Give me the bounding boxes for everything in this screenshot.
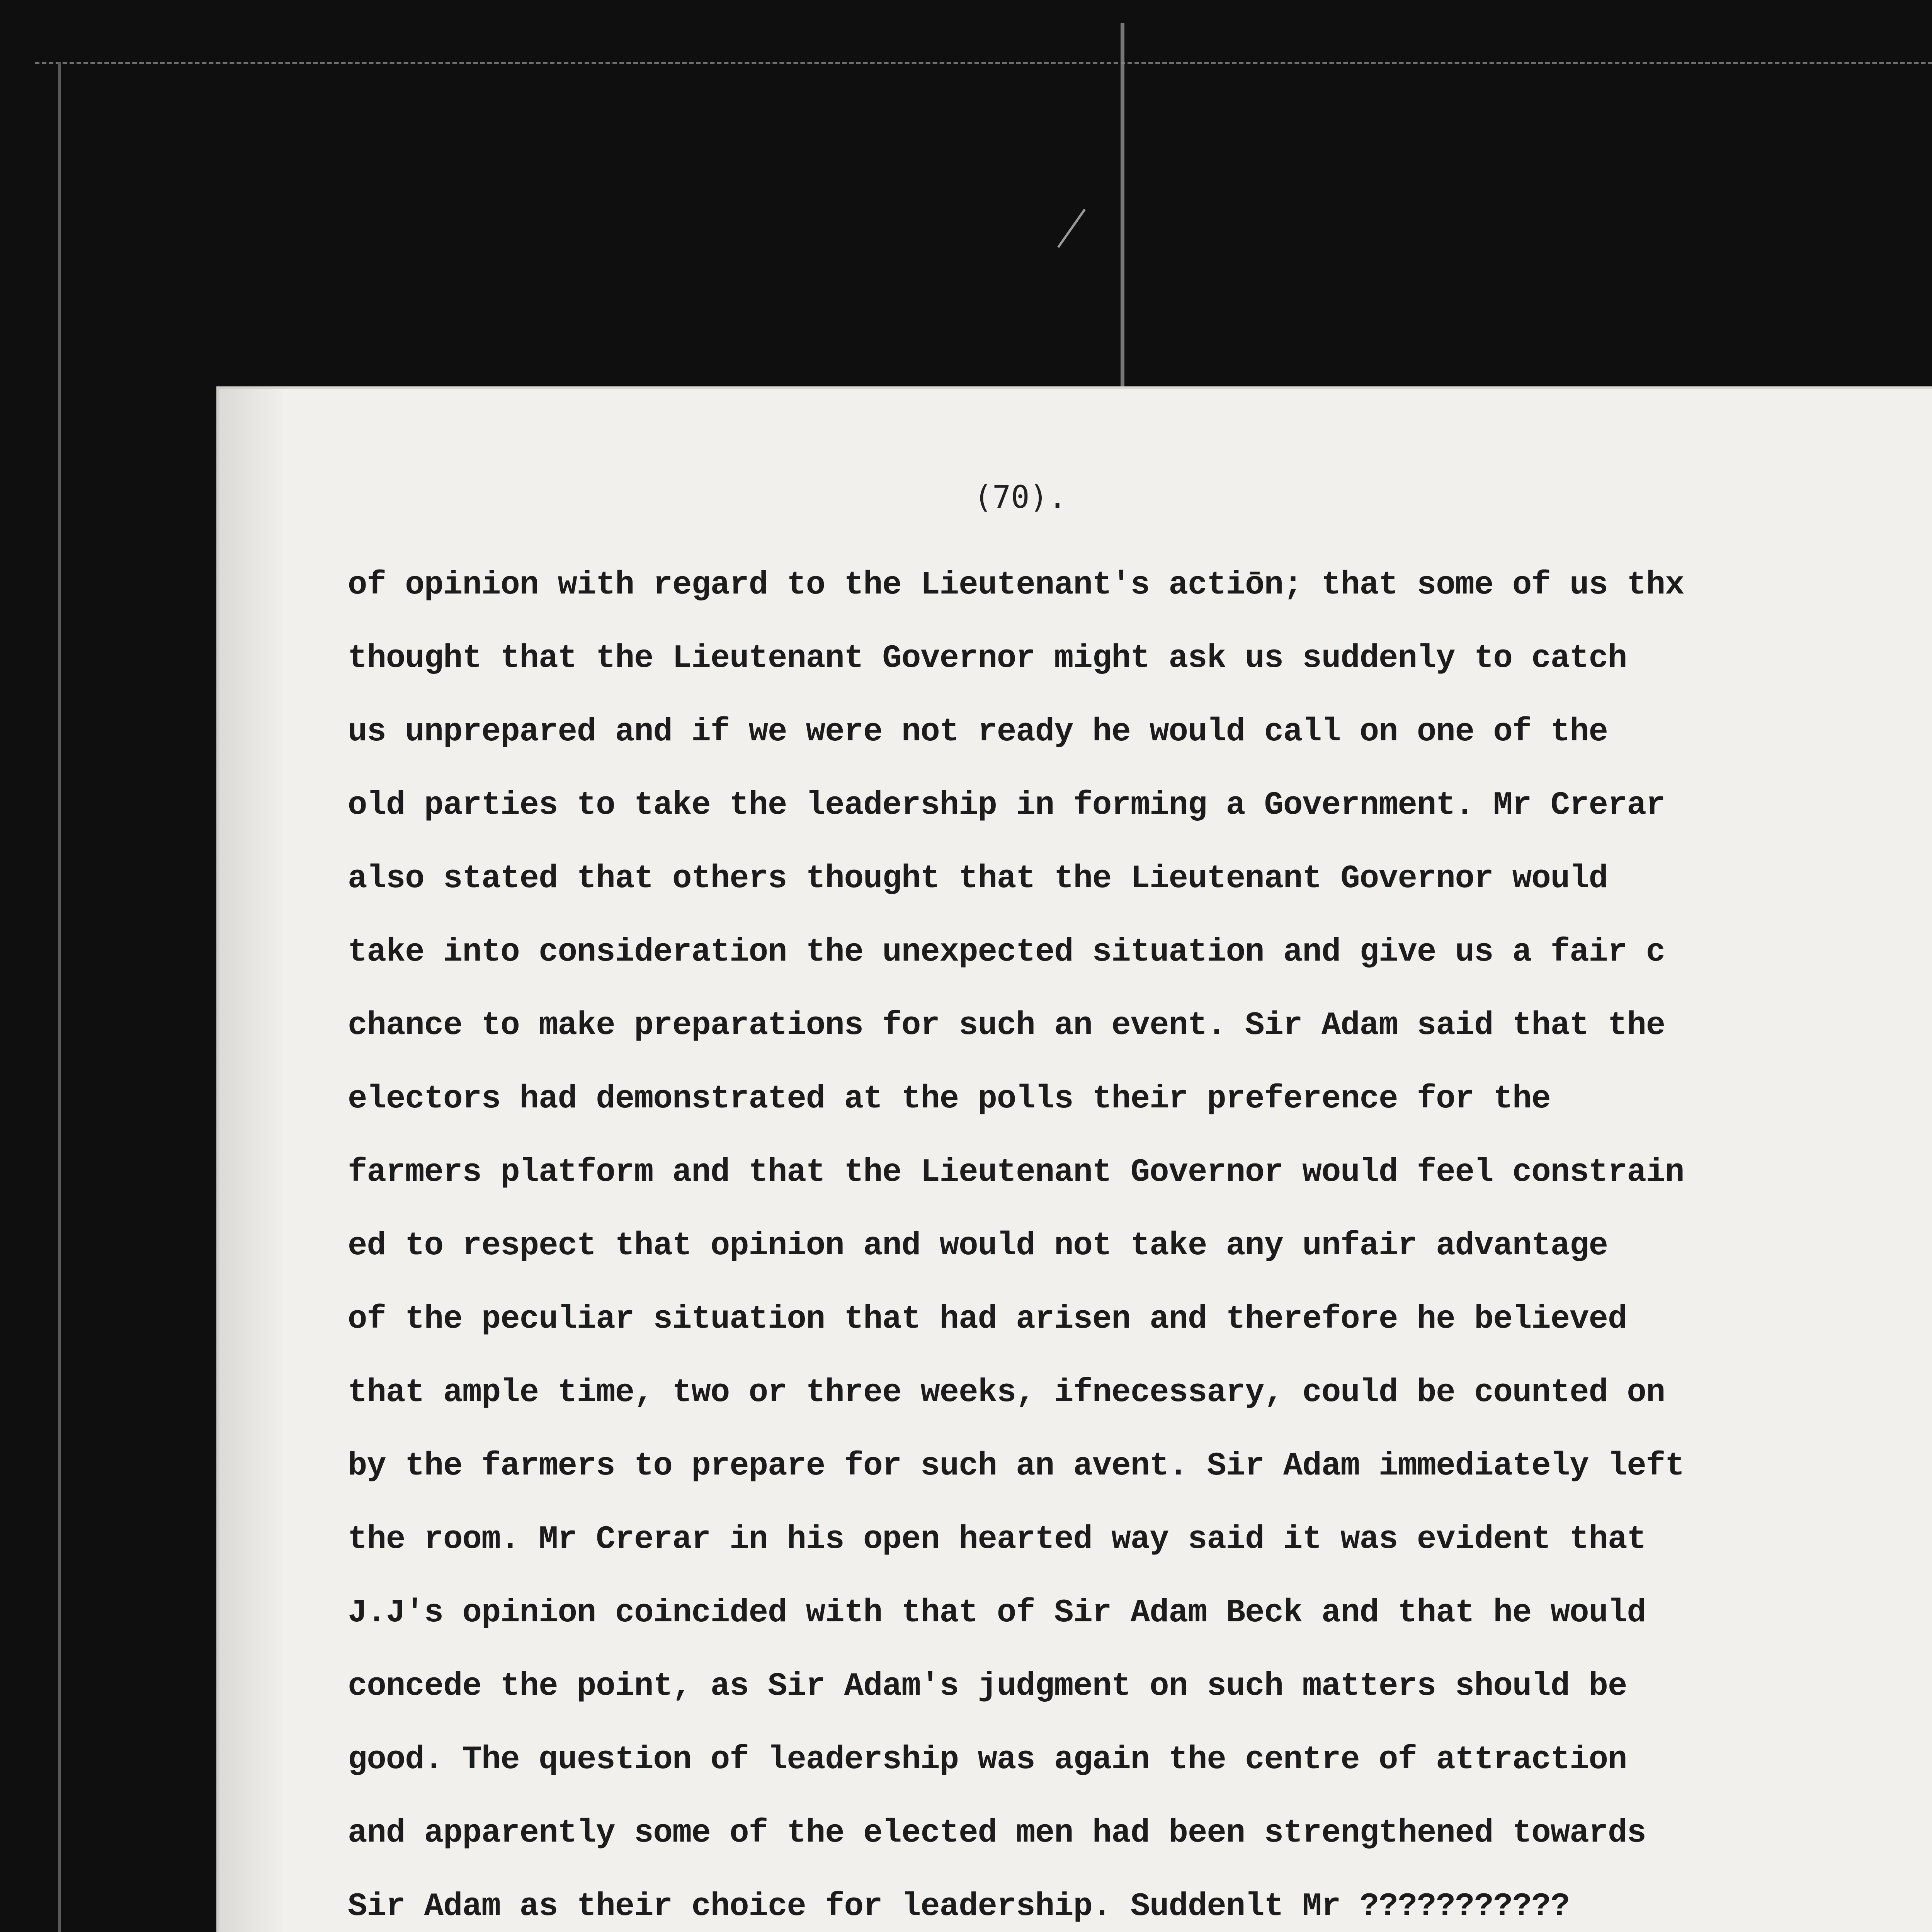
text-line: also stated that others thought that the Lieutenant Governor would xyxy=(348,861,1608,897)
text-line: thought that the Lieutenant Governor might ask us suddenly to catch xyxy=(348,640,1627,677)
text-line: good. The question of leadership was again the centre of attraction xyxy=(348,1742,1627,1778)
text-line: that ample time, two or three weeks, ifnecessary, could be counted on xyxy=(348,1374,1665,1411)
film-frame-left-border xyxy=(58,62,61,1932)
text-line: electors had demonstrated at the polls their preference for the xyxy=(348,1081,1551,1117)
film-frame-divider xyxy=(1121,23,1124,390)
text-line: farmers platform and that the Lieutenant Governor would feel constrain xyxy=(348,1154,1684,1191)
text-line: ed to respect that opinion and would not take any unfair advantage xyxy=(348,1228,1608,1264)
text-line: old parties to take the leadership in forming a Government. Mr Crerar xyxy=(348,787,1665,824)
text-line: the room. Mr Crerar in his open hearted way said it was evident that xyxy=(348,1521,1646,1558)
page-number: (70). xyxy=(974,479,1067,515)
text-line: by the farmers to prepare for such an avent. Sir Adam immediately left xyxy=(348,1448,1684,1485)
text-line: concede the point, as Sir Adam's judgment on such matters should be xyxy=(348,1668,1627,1705)
text-line: take into consideration the unexpected situation and give us a fair c xyxy=(348,934,1665,971)
film-frame-top-border xyxy=(35,62,1932,71)
typed-body-text xyxy=(348,549,1932,1932)
text-line: us unprepared and if we were not ready he would call on one of the xyxy=(348,714,1608,750)
text-line: J.J's opinion coincided with that of Sir Adam Beck and that he would xyxy=(348,1595,1646,1631)
text-line: of opinion with regard to the Lieutenant's actiōn; that some of us thx xyxy=(348,567,1684,604)
text-line: chance to make preparations for such an event. Sir Adam said that the xyxy=(348,1007,1665,1044)
text-line: and apparently some of the elected men had been strengthened towards xyxy=(348,1815,1646,1852)
text-line: Sir Adam as their choice for leadership. Suddenlt Mr ??????????? xyxy=(348,1888,1570,1925)
pencil-tick-mark xyxy=(1057,209,1086,248)
text-line: of the peculiar situation that had arisen and therefore he believed xyxy=(348,1301,1627,1338)
